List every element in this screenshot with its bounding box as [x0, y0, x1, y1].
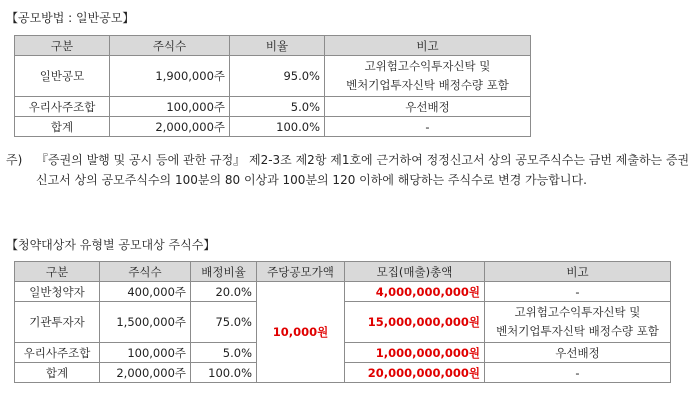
row-ratio: 5.0%	[230, 97, 325, 117]
header-shares: 주식수	[110, 36, 230, 56]
row-note: -	[485, 363, 671, 383]
row-ratio: 5.0%	[191, 343, 257, 363]
row-shares: 100,000주	[110, 97, 230, 117]
row-category: 일반공모	[15, 56, 110, 97]
row-note-line2: 벤처기업투자신탁 배정수량 포함	[346, 78, 509, 92]
table-header-row	[15, 36, 531, 56]
footnote	[6, 150, 696, 190]
header-category: 구분	[15, 36, 110, 56]
row-category: 일반청약자	[15, 282, 100, 302]
table-row	[15, 97, 531, 117]
row-shares: 2,000,000주	[100, 363, 191, 383]
table-header-row	[15, 262, 671, 282]
row-total: 20,000,000,000원	[345, 363, 485, 383]
row-note: -	[485, 282, 671, 302]
header-price: 주당공모가액	[257, 262, 345, 282]
row-category: 기관투자자	[15, 302, 100, 343]
row-category: 합계	[15, 117, 110, 137]
table-row	[15, 282, 671, 302]
header-note: 비고	[485, 262, 671, 282]
row-shares: 400,000주	[100, 282, 191, 302]
row-ratio: 75.0%	[191, 302, 257, 343]
header-note: 비고	[325, 36, 531, 56]
header-ratio: 배정비율	[191, 262, 257, 282]
subscriber-type-table	[14, 261, 671, 383]
row-ratio: 100.0%	[191, 363, 257, 383]
row-total: 4,000,000,000원	[345, 282, 485, 302]
row-ratio: 100.0%	[230, 117, 325, 137]
row-note	[325, 56, 531, 97]
public-offering-method-table	[14, 35, 531, 137]
row-ratio: 95.0%	[230, 56, 325, 97]
row-note: 우선배정	[325, 97, 531, 117]
row-note-line2: 벤처기업투자신탁 배정수량 포함	[496, 324, 659, 338]
row-note-line1: 고위험고수익투자신탁 및	[514, 305, 641, 319]
header-category: 구분	[15, 262, 100, 282]
header-shares: 주식수	[100, 262, 191, 282]
row-shares: 1,500,000주	[100, 302, 191, 343]
footnote-text: 『증권의 발행 및 공시 등에 관한 규정』 제2-3조 제2항 제1호에 근거하여 정정신고서 상의 공모주식수는 금번 제출하는 증권신고서 상의 공모주식수의 100분의 80 이상과 100분의 120 이하에 해당하는 주식수로 변경 가능합니다.	[36, 153, 690, 187]
table-row	[15, 56, 531, 97]
row-total: 1,000,000,000원	[345, 343, 485, 363]
row-ratio: 20.0%	[191, 282, 257, 302]
footnote-label: 주)	[6, 153, 23, 167]
row-shares: 2,000,000주	[110, 117, 230, 137]
row-note: 우선배정	[485, 343, 671, 363]
row-category: 우리사주조합	[15, 97, 110, 117]
section2-title: 【청약대상자 유형별 공모대상 주식수】	[6, 238, 216, 252]
section1-title: 【공모방법 : 일반공모】	[6, 11, 135, 25]
row-shares: 1,900,000주	[110, 56, 230, 97]
header-ratio: 비율	[230, 36, 325, 56]
row-shares: 100,000주	[100, 343, 191, 363]
row-note-line1: 고위험고수익투자신탁 및	[364, 59, 491, 73]
header-total: 모집(매출)총액	[345, 262, 485, 282]
row-note	[485, 302, 671, 343]
row-total: 15,000,000,000원	[345, 302, 485, 343]
row-category: 합계	[15, 363, 100, 383]
table-row	[15, 117, 531, 137]
price-per-share: 10,000원	[257, 282, 345, 383]
row-note: -	[325, 117, 531, 137]
row-category: 우리사주조합	[15, 343, 100, 363]
